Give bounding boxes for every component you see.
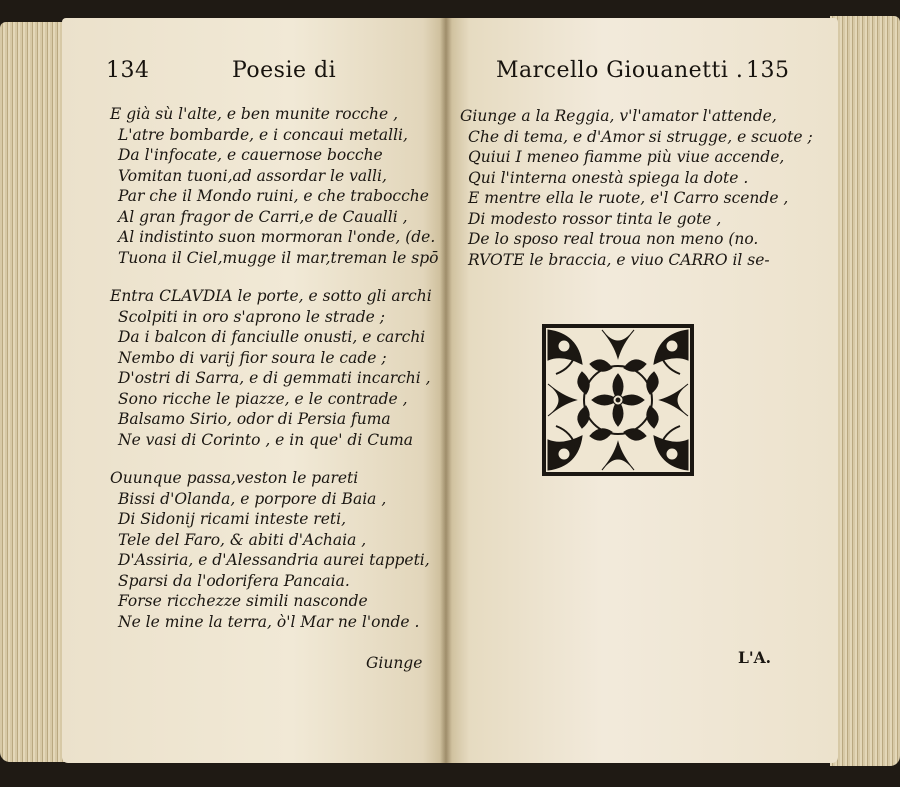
right-page: [446, 18, 838, 763]
verse-line: Tuona il Ciel,mugge il mar,treman le spō: [118, 248, 439, 267]
verse-line: Ouunque passa,veston le pareti: [110, 469, 359, 487]
left-page: [62, 18, 446, 763]
verse-line: Scolpiti in oro s'aprono le strade ;: [118, 307, 385, 326]
verse-line: Da i balcon di fanciulle onusti, e carchi: [118, 328, 426, 346]
verse-line: Di Sidonij ricami inteste reti,: [118, 510, 347, 528]
verse-line: Di modesto rossor tinta le gote ,: [468, 209, 722, 228]
verse-line: Nembo di varij fior soura le cade ;: [118, 348, 387, 367]
page-edges-right: [830, 16, 900, 766]
verse-line: Quiui I meneo fiamme più viue accende,: [468, 148, 785, 166]
catchword-right: L'A.: [738, 648, 772, 667]
running-title-left: Poesie di: [232, 58, 337, 83]
catchword-left: Giunge: [366, 654, 423, 672]
verse-line: D'ostri di Sarra, e di gemmati incarchi ,: [118, 369, 431, 387]
verse-line: Qui l'interna onestà spiega la dote .: [468, 168, 749, 187]
verse-line: Vomitan tuoni,ad assordar le valli,: [118, 166, 387, 185]
verse-line: Bissi d'Olanda, e porpore di Baia ,: [118, 489, 387, 508]
stanza-2: [110, 286, 432, 450]
page-number-right: 135: [746, 58, 790, 83]
stanza-3: [110, 468, 430, 632]
woodcut-ornament-icon: [542, 324, 694, 476]
verse-line: Al gran fragor de Carri,e de Caualli ,: [118, 207, 408, 226]
verse-line: De lo sposo real troua non meno (no.: [468, 230, 759, 248]
verse-line: L'atre bombarde, e i concaui metalli,: [118, 125, 408, 144]
verse-line: Balsamo Sirio, odor di Persia fuma: [118, 410, 391, 428]
verse-line: D'Assiria, e d'Alessandria aurei tappeti,: [118, 551, 430, 569]
running-title-right: Marcello Giouanetti .: [496, 58, 744, 83]
stanza-1: [110, 104, 438, 268]
verse-line: E mentre ella le ruote, e'l Carro scende ,: [468, 189, 789, 207]
page-number-left: 134: [106, 58, 150, 83]
verse-line: Entra CLAVDIA le porte, e sotto gli archi: [110, 287, 432, 305]
verse-line: Sparsi da l'odorifera Pancaia.: [118, 571, 350, 590]
page-edges-left: [0, 22, 70, 762]
verse-line: E già sù l'alte, e ben munite rocche ,: [110, 105, 398, 123]
verse-line: RVOTE le braccia, e viuo CARRO il se-: [468, 250, 770, 269]
stanza-right: [460, 106, 813, 270]
verse-line: Ne vasi di Corinto , e in que' di Cuma: [118, 430, 414, 449]
verse-line: Ne le mine la terra, ò'l Mar ne l'onde .: [118, 612, 420, 631]
verse-line: Al indistinto suon mormoran l'onde, (de.: [118, 228, 436, 246]
gutter-shadow: [440, 18, 452, 763]
verse-line: Par che il Mondo ruini, e che trabocche: [118, 187, 429, 205]
verse-line: Sono ricche le piazze, e le contrade ,: [118, 389, 408, 408]
verse-line: Giunge a la Reggia, v'l'amator l'attende,: [460, 107, 777, 125]
verse-line: Tele del Faro, & abiti d'Achaia ,: [118, 530, 367, 549]
show-through: [292, 82, 296, 97]
verse-line: Forse ricchezze simili nasconde: [118, 592, 368, 610]
verse-line: Che di tema, e d'Amor si strugge, e scuote ;: [468, 127, 813, 146]
verse-line: Da l'infocate, e cauernose bocche: [118, 146, 383, 164]
